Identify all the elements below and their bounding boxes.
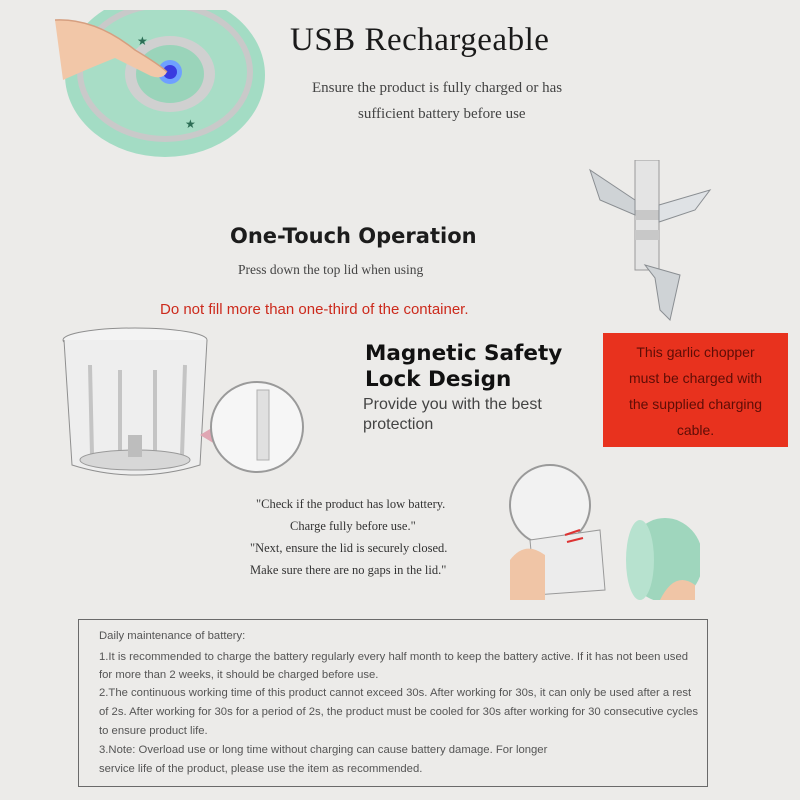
usb-subtitle-line-2: sufficient battery before use <box>358 106 526 122</box>
one-touch-title: One-Touch Operation <box>230 224 477 248</box>
charging-notice-line: the supplied charging <box>628 396 763 412</box>
blade-assembly-illustration <box>585 160 715 330</box>
magnetic-lock-title-line-1: Magnetic Safety <box>365 341 563 366</box>
chopper-lid-illustration <box>55 10 275 170</box>
battery-quote-line: "Check if the product has low battery. <box>256 497 446 511</box>
magnetic-lock-title-line-2: Lock Design <box>365 367 512 392</box>
maintenance-line: to ensure product life. <box>99 725 208 737</box>
maintenance-box <box>78 619 708 787</box>
one-touch-subtitle: Press down the top lid when using <box>238 262 424 277</box>
maintenance-line: service life of the product, please use the item as recommended. <box>99 763 423 775</box>
svg-text:★: ★ <box>137 34 148 48</box>
maintenance-line: of 2s. After working for 30s for a period of 2s, the product must be cooled for 30s after working for 30 consecutive cycles <box>99 706 699 718</box>
magnetic-lock-subtitle-line-1: Provide you with the best <box>363 396 542 413</box>
maintenance-line: 2.The continuous working time of this product cannot exceed 30s. After working for 30s, it can only be used after a rest <box>99 687 692 699</box>
maintenance-line: for more than 2 weeks, it should be charged before use. <box>99 669 379 681</box>
battery-quote-line: Charge fully before use." <box>290 519 416 533</box>
charging-notice-box <box>603 333 788 447</box>
charging-notice-line: This garlic chopper <box>636 344 755 360</box>
maintenance-heading: Daily maintenance of battery: <box>99 630 246 642</box>
svg-text:★: ★ <box>185 117 196 131</box>
magnetic-lock-zoom-illustration <box>195 380 305 475</box>
charging-notice-line: cable. <box>676 422 715 438</box>
maintenance-line: 1.It is recommended to charge the battery regularly every half month to keep the battery active. If it has not been used <box>99 651 689 663</box>
battery-quote-line: "Next, ensure the lid is securely closed. <box>250 541 448 555</box>
fill-warning-text: Do not fill more than one-third of the container. <box>160 301 469 318</box>
lid-closing-illustration <box>505 460 700 600</box>
maintenance-line: 3.Note: Overload use or long time without charging can cause battery damage. For longer <box>99 744 548 756</box>
charging-notice-line: must be charged with <box>628 370 763 386</box>
usb-rechargeable-title: USB Rechargeable <box>290 22 550 58</box>
battery-quote-line: Make sure there are no gaps in the lid." <box>250 563 447 577</box>
usb-subtitle-line-1: Ensure the product is fully charged or has <box>312 80 563 96</box>
magnetic-lock-subtitle-line-2: protection <box>363 416 434 433</box>
